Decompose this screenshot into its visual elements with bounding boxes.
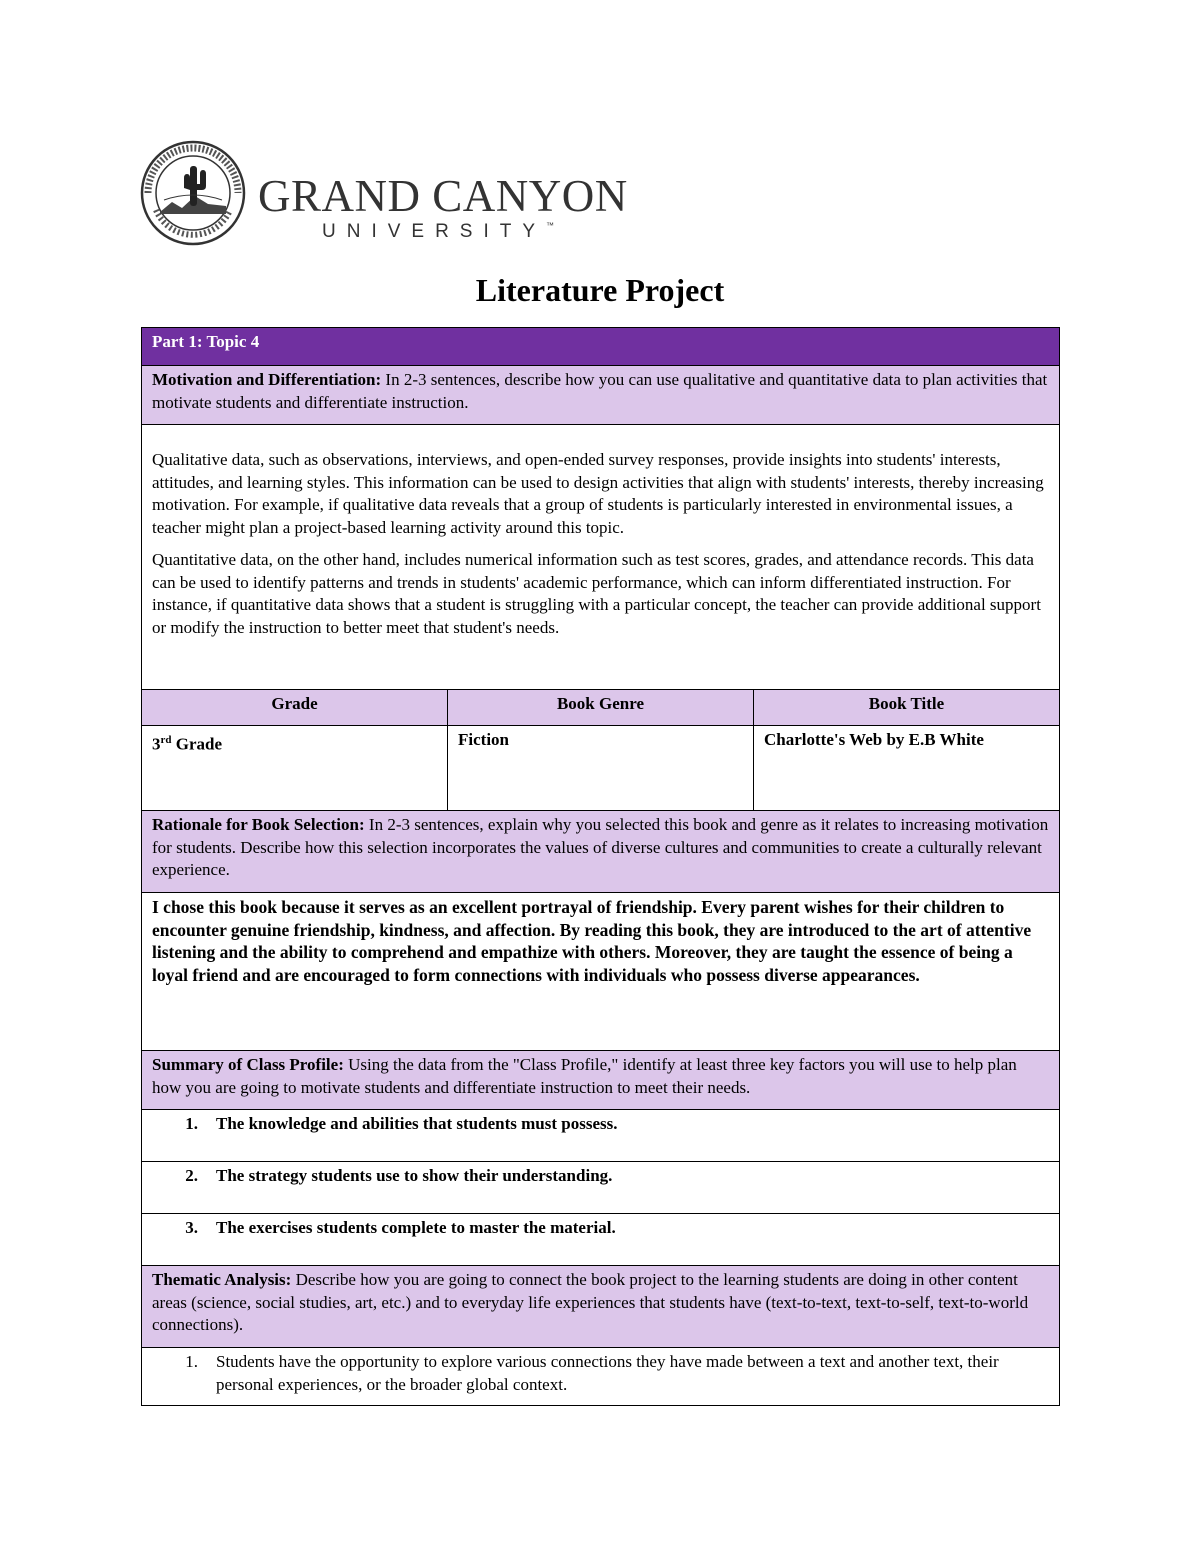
grade-cell: 3rd Grade <box>142 726 448 811</box>
genre-cell: Fiction <box>448 726 754 811</box>
motivation-answer-qualitative: Qualitative data, such as observations, interviews, and open-ended survey responses, provide insights into students' interests, attitudes, and learning styles. This information can be used to design activities that align with students' interests, thereby increasing motivation. For example, if qualitative data reveals that a group of students is particularly interested in environmental issues, a teacher might plan a project-based learning activity around this topic. <box>152 450 1044 537</box>
page-title: Literature Project <box>475 272 725 308</box>
literature-project-table <box>141 327 1060 1406</box>
book-title-cell: Charlotte's Web by E.B White <box>754 726 1060 811</box>
summary-item: 2. The strategy students use to show their understanding. <box>142 1162 1060 1214</box>
thematic-label: Thematic Analysis: <box>152 1270 292 1289</box>
thematic-prompt <box>142 1266 1060 1348</box>
logo-subtitle: UNIVERSITY™ <box>322 221 555 242</box>
summary-label: Summary of Class Profile: <box>152 1055 344 1074</box>
grade-column-header: Grade <box>142 690 448 726</box>
rationale-answer: I chose this book because it serves as an excellent portrayal of friendship. Every parent wishes for their children to encounter genuine friendship, kindness, and affection. By reading this book, they are introduced to the art of attentive listening and the ability to comprehend and empathize with others. Moreover, they are taught the essence of being a loyal friend and are encouraged to form connections with individuals who possess diverse appearances. <box>142 893 1060 1051</box>
genre-column-header: Book Genre <box>448 690 754 726</box>
rationale-label: Rationale for Book Selection: <box>152 815 365 834</box>
summary-prompt-text: Using the data from the "Class Profile," identify at least three key factors you will use to help plan how you are going to motivate students and differentiate instruction to meet their needs. <box>152 1055 1017 1097</box>
motivation-answer-quantitative: Quantitative data, on the other hand, includes numerical information such as test scores, grades, and attendance records. This data can be used to identify patterns and trends in students' academic performance, which can inform differentiated instruction. For instance, if quantitative data shows that a student is struggling with a particular concept, the teacher can provide additional support or modify the instruction to better meet that student's needs. <box>152 550 1041 637</box>
title-column-header: Book Title <box>754 690 1060 726</box>
part-header: Part 1: Topic 4 <box>142 328 1060 366</box>
motivation-prompt-text: In 2-3 sentences, describe how you can use qualitative and quantitative data to plan activities that motivate students and differentiate instruction. <box>152 370 1048 412</box>
rationale-prompt-text: In 2-3 sentences, explain why you selected this book and genre as it relates to increasing motivation for students. Describe how this selection incorporates the values of diverse cultures and communities to create a culturally relevant experience. <box>152 815 1049 879</box>
summary-prompt <box>142 1051 1060 1110</box>
summary-item: 3. The exercises students complete to master the material. <box>142 1214 1060 1266</box>
thematic-item: 1. Students have the opportunity to explore various connections they have made between a text and another text, their personal experiences, or the broader global context. <box>142 1348 1060 1406</box>
motivation-prompt <box>142 366 1060 425</box>
university-logo <box>140 140 628 248</box>
thematic-prompt-text: Describe how you are going to connect the book project to the learning students are doing in other content areas (science, social studies, art, etc.) and to everyday life experiences that students have (text-to-text, text-to-self, text-to-world connections). <box>152 1270 1029 1334</box>
motivation-label: Motivation and Differentiation: <box>152 370 382 389</box>
motivation-answer <box>142 425 1060 690</box>
university-seal-icon <box>140 140 246 246</box>
rationale-prompt <box>142 811 1060 893</box>
logo-name: GRAND CANYON <box>258 171 628 221</box>
summary-item: 1. The knowledge and abilities that students must possess. <box>142 1110 1060 1162</box>
